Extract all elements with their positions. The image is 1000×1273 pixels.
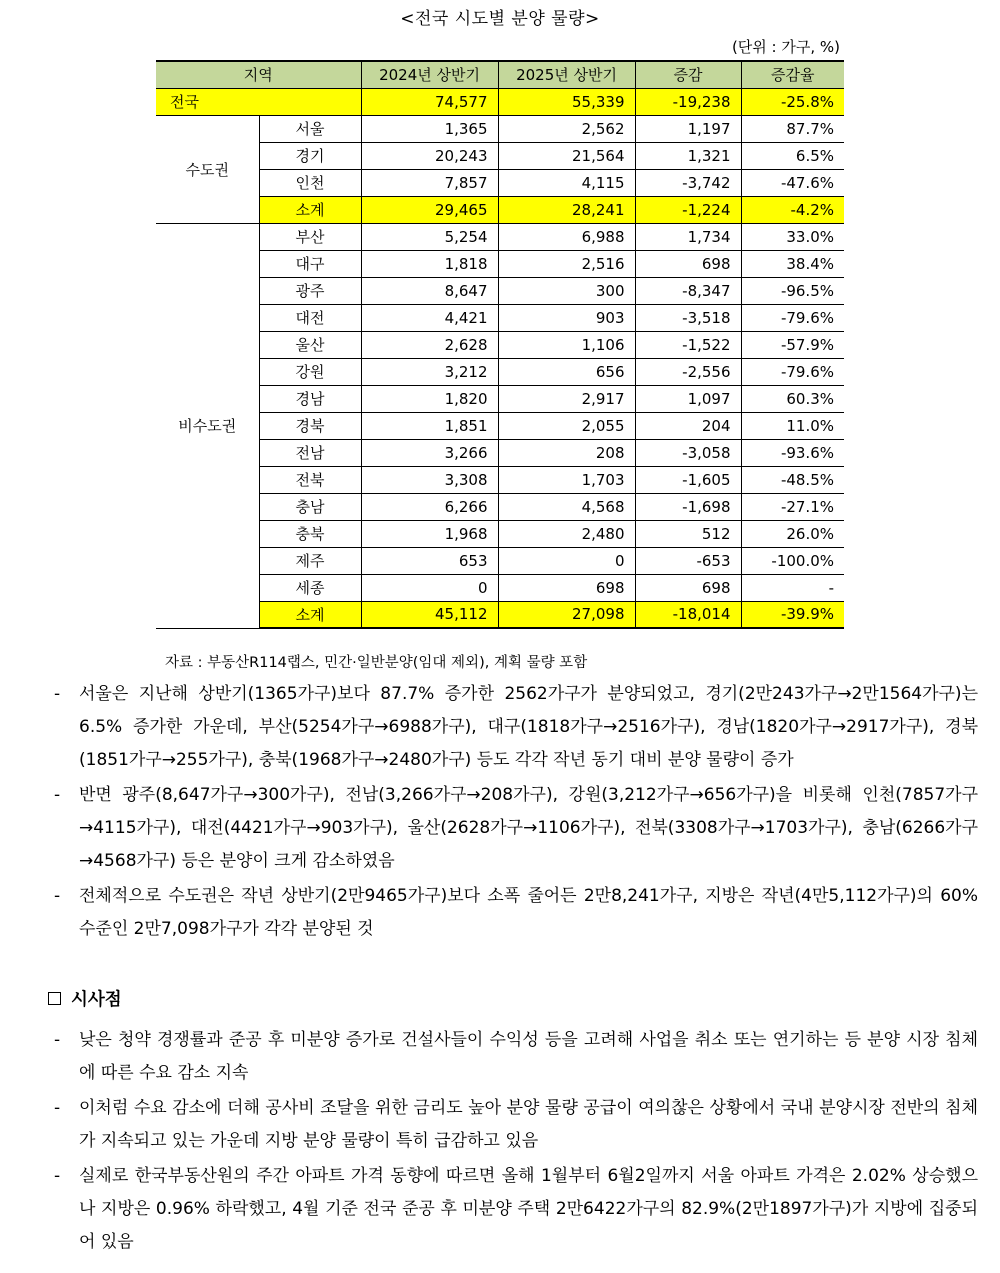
cell-2025: 1,106 bbox=[498, 331, 635, 358]
cell-2024: 3,212 bbox=[361, 358, 498, 385]
cell-2025: 300 bbox=[498, 277, 635, 304]
region-name: 경기 bbox=[259, 142, 361, 169]
cell-rate: -48.5% bbox=[741, 466, 844, 493]
cell-2024: 1,851 bbox=[361, 412, 498, 439]
table-row bbox=[156, 439, 844, 466]
cell-2025: 0 bbox=[498, 547, 635, 574]
list-item: - 반면 광주(8,647가구→300가구), 전남(3,266가구→208가구), 강원(3,212가구→656가구)을 비롯해 인천(7857가구→4115가구), 대전(4421가구→903가구), 울산(2628가구→1106가구), 전북(3308가구→1703가구), 충남(6266가구→4568가구) 등은 분양이 크게 감소하였음 bbox=[54, 785, 978, 871]
cell-rate: -4.2% bbox=[741, 196, 844, 223]
cell-2024: 3,308 bbox=[361, 466, 498, 493]
cell-change: -8,347 bbox=[635, 277, 741, 304]
cell-rate: -27.1% bbox=[741, 493, 844, 520]
table-row-national bbox=[156, 88, 844, 115]
cell-change: -18,014 bbox=[635, 601, 741, 628]
cell-change: -19,238 bbox=[635, 88, 741, 115]
cell-change: -3,742 bbox=[635, 169, 741, 196]
cell-rate: -93.6% bbox=[741, 439, 844, 466]
region-name: 제주 bbox=[259, 547, 361, 574]
table-row bbox=[156, 250, 844, 277]
cell-rate: - bbox=[741, 574, 844, 601]
cell-2024: 74,577 bbox=[361, 88, 498, 115]
heading-text: 시사점 bbox=[71, 990, 122, 1010]
table-row bbox=[156, 520, 844, 547]
region-name: 소계 bbox=[259, 196, 361, 223]
cell-change: 698 bbox=[635, 574, 741, 601]
source-note: 자료 : 부동산R114랩스, 민간·일반분양(임대 제외), 계획 물량 포함 bbox=[165, 655, 588, 671]
cell-2024: 8,647 bbox=[361, 277, 498, 304]
table-row bbox=[156, 385, 844, 412]
cell-2025: 2,917 bbox=[498, 385, 635, 412]
cell-2024: 1,820 bbox=[361, 385, 498, 412]
cell-change: -3,518 bbox=[635, 304, 741, 331]
bullet-text: 전체적으로 수도권은 작년 상반기(2만9465가구)보다 소폭 줄어든 2만8,241가구, 지방은 작년(4만5,112가구)의 60% 수준인 2만7,098가구가 각각 분양된 것 bbox=[79, 886, 978, 939]
cell-change: -1,522 bbox=[635, 331, 741, 358]
cell-change: 1,197 bbox=[635, 115, 741, 142]
cell-rate: 87.7% bbox=[741, 115, 844, 142]
cell-2024: 2,628 bbox=[361, 331, 498, 358]
header-2025: 2025년 상반기 bbox=[498, 61, 635, 88]
cell-2025: 27,098 bbox=[498, 601, 635, 628]
table-row bbox=[156, 358, 844, 385]
cell-rate: -57.9% bbox=[741, 331, 844, 358]
cell-change: -1,605 bbox=[635, 466, 741, 493]
cell-rate: -79.6% bbox=[741, 304, 844, 331]
list-item: - 전체적으로 수도권은 작년 상반기(2만9465가구)보다 소폭 줄어든 2만8,241가구, 지방은 작년(4만5,112가구)의 60% 수준인 2만7,098가구가 각각 분양된 것 bbox=[54, 886, 978, 939]
cell-2025: 2,562 bbox=[498, 115, 635, 142]
table-caption: <전국 시도별 분양 물량> bbox=[400, 9, 600, 29]
list-item: - 서울은 지난해 상반기(1365가구)보다 87.7% 증가한 2562가구가 분양되었고, 경기(2만243가구→2만1564가구)는 6.5% 증가한 가운데, 부산(5254가구→6988가구), 대구(1818가구→2516가구), 경남(1820가구→2917가구), 경북(1851가구→255가구), 충북(1968가구→2480가구) 등도 각각 작년 동기 대비 분양 물량이 증가 bbox=[54, 684, 978, 770]
cell-change: -3,058 bbox=[635, 439, 741, 466]
cell-rate: -25.8% bbox=[741, 88, 844, 115]
group-label: 비수도권 bbox=[156, 223, 259, 628]
cell-change: -653 bbox=[635, 547, 741, 574]
region-name: 광주 bbox=[259, 277, 361, 304]
table-row bbox=[156, 412, 844, 439]
region-name: 인천 bbox=[259, 169, 361, 196]
cell-2024: 29,465 bbox=[361, 196, 498, 223]
table-row-subtotal bbox=[156, 601, 844, 628]
cell-2024: 7,857 bbox=[361, 169, 498, 196]
cell-2024: 3,266 bbox=[361, 439, 498, 466]
cell-change: -1,698 bbox=[635, 493, 741, 520]
cell-2025: 208 bbox=[498, 439, 635, 466]
table-row bbox=[156, 574, 844, 601]
region-name: 강원 bbox=[259, 358, 361, 385]
cell-rate: 38.4% bbox=[741, 250, 844, 277]
cell-2025: 2,055 bbox=[498, 412, 635, 439]
cell-2024: 4,421 bbox=[361, 304, 498, 331]
region-name: 충북 bbox=[259, 520, 361, 547]
cell-rate: 26.0% bbox=[741, 520, 844, 547]
region-name: 충남 bbox=[259, 493, 361, 520]
region-name: 전남 bbox=[259, 439, 361, 466]
table-row bbox=[156, 169, 844, 196]
cell-2024: 1,818 bbox=[361, 250, 498, 277]
region-name: 경북 bbox=[259, 412, 361, 439]
checkbox-icon bbox=[48, 992, 61, 1005]
cell-change: -1,224 bbox=[635, 196, 741, 223]
table-row-subtotal bbox=[156, 196, 844, 223]
section-heading bbox=[48, 986, 122, 1011]
table-row bbox=[156, 142, 844, 169]
cell-change: 1,321 bbox=[635, 142, 741, 169]
cell-2025: 6,988 bbox=[498, 223, 635, 250]
cell-rate: 33.0% bbox=[741, 223, 844, 250]
list-item: - 실제로 한국부동산원의 주간 아파트 가격 동향에 따르면 올해 1월부터 6월2일까지 서울 아파트 가격은 2.02% 상승했으나 지방은 0.96% 하락했고, 4월 기준 전국 준공 후 미분양 주택 2만6422가구의 82.9%(2만1897가구)가 지방에 집중되어 있음 bbox=[54, 1166, 978, 1252]
cell-change: 204 bbox=[635, 412, 741, 439]
regional-supply-table bbox=[156, 60, 844, 629]
cell-2025: 1,703 bbox=[498, 466, 635, 493]
list-item: - 이처럼 수요 감소에 더해 공사비 조달을 위한 금리도 높아 분양 물량 공급이 여의찮은 상황에서 국내 분양시장 전반의 침체가 지속되고 있는 가운데 지방 분양 물량이 특히 급감하고 있음 bbox=[54, 1098, 978, 1151]
region-name: 경남 bbox=[259, 385, 361, 412]
header-region: 지역 bbox=[156, 61, 361, 88]
cell-rate: -79.6% bbox=[741, 358, 844, 385]
cell-2025: 2,480 bbox=[498, 520, 635, 547]
header-2024: 2024년 상반기 bbox=[361, 61, 498, 88]
unit-note: (단위 : 가구, %) bbox=[731, 38, 840, 56]
cell-rate: 60.3% bbox=[741, 385, 844, 412]
cell-rate: -39.9% bbox=[741, 601, 844, 628]
table-row bbox=[156, 115, 844, 142]
cell-2024: 1,968 bbox=[361, 520, 498, 547]
cell-2025: 903 bbox=[498, 304, 635, 331]
implication-bullets bbox=[48, 1024, 978, 1261]
cell-change: 698 bbox=[635, 250, 741, 277]
group-label: 수도권 bbox=[156, 115, 259, 223]
bullet-text: 이처럼 수요 감소에 더해 공사비 조달을 위한 금리도 높아 분양 물량 공급이 여의찮은 상황에서 국내 분양시장 전반의 침체가 지속되고 있는 가운데 지방 분양 물량이 특히 급감하고 있음 bbox=[79, 1098, 978, 1151]
cell-2025: 55,339 bbox=[498, 88, 635, 115]
bullet-text: 서울은 지난해 상반기(1365가구)보다 87.7% 증가한 2562가구가 분양되었고, 경기(2만243가구→2만1564가구)는 6.5% 증가한 가운데, 부산(5254가구→6988가구), 대구(1818가구→2516가구), 경남(1820가구→2917가구), 경북(1851가구→255가구), 충북(1968가구→2480가구) 등도 각각 작년 동기 대비 분양 물량이 증가 bbox=[79, 684, 978, 770]
table-row bbox=[156, 223, 844, 250]
cell-rate: -100.0% bbox=[741, 547, 844, 574]
table-row bbox=[156, 277, 844, 304]
list-item: - 낮은 청약 경쟁률과 준공 후 미분양 증가로 건설사들이 수익성 등을 고려해 사업을 취소 또는 연기하는 등 분양 시장 침체에 따른 수요 감소 지속 bbox=[54, 1030, 978, 1083]
header-rate: 증감율 bbox=[741, 61, 844, 88]
region-name: 전북 bbox=[259, 466, 361, 493]
table-row bbox=[156, 331, 844, 358]
region-name: 울산 bbox=[259, 331, 361, 358]
cell-2024: 1,365 bbox=[361, 115, 498, 142]
header-change: 증감 bbox=[635, 61, 741, 88]
region-name: 서울 bbox=[259, 115, 361, 142]
cell-2024: 6,266 bbox=[361, 493, 498, 520]
cell-2025: 656 bbox=[498, 358, 635, 385]
row-label: 전국 bbox=[156, 88, 361, 115]
cell-2024: 20,243 bbox=[361, 142, 498, 169]
cell-2025: 4,568 bbox=[498, 493, 635, 520]
region-name: 소계 bbox=[259, 601, 361, 628]
cell-2025: 2,516 bbox=[498, 250, 635, 277]
cell-2024: 653 bbox=[361, 547, 498, 574]
cell-rate: -47.6% bbox=[741, 169, 844, 196]
cell-change: 512 bbox=[635, 520, 741, 547]
cell-2025: 21,564 bbox=[498, 142, 635, 169]
region-name: 세종 bbox=[259, 574, 361, 601]
cell-rate: -96.5% bbox=[741, 277, 844, 304]
cell-2025: 4,115 bbox=[498, 169, 635, 196]
cell-rate: 11.0% bbox=[741, 412, 844, 439]
region-name: 대전 bbox=[259, 304, 361, 331]
cell-2024: 5,254 bbox=[361, 223, 498, 250]
cell-change: -2,556 bbox=[635, 358, 741, 385]
cell-rate: 6.5% bbox=[741, 142, 844, 169]
table-header-row bbox=[156, 61, 844, 88]
table-row bbox=[156, 304, 844, 331]
cell-2025: 698 bbox=[498, 574, 635, 601]
bullet-text: 실제로 한국부동산원의 주간 아파트 가격 동향에 따르면 올해 1월부터 6월2일까지 서울 아파트 가격은 2.02% 상승했으나 지방은 0.96% 하락했고, 4월 기준 전국 준공 후 미분양 주택 2만6422가구의 82.9%(2만1897가구)가 지방에 집중되어 있음 bbox=[79, 1166, 978, 1252]
bullet-text: 반면 광주(8,647가구→300가구), 전남(3,266가구→208가구), 강원(3,212가구→656가구)을 비롯해 인천(7857가구→4115가구), 대전(4421가구→903가구), 울산(2628가구→1106가구), 전북(3308가구→1703가구), 충남(6266가구→4568가구) 등은 분양이 크게 감소하였음 bbox=[79, 785, 978, 871]
cell-change: 1,097 bbox=[635, 385, 741, 412]
table-row bbox=[156, 493, 844, 520]
cell-2024: 45,112 bbox=[361, 601, 498, 628]
cell-2024: 0 bbox=[361, 574, 498, 601]
region-name: 대구 bbox=[259, 250, 361, 277]
table-row bbox=[156, 466, 844, 493]
cell-2025: 28,241 bbox=[498, 196, 635, 223]
bullet-text: 낮은 청약 경쟁률과 준공 후 미분양 증가로 건설사들이 수익성 등을 고려해 사업을 취소 또는 연기하는 등 분양 시장 침체에 따른 수요 감소 지속 bbox=[79, 1030, 978, 1083]
cell-change: 1,734 bbox=[635, 223, 741, 250]
summary-bullets bbox=[48, 678, 978, 948]
region-name: 부산 bbox=[259, 223, 361, 250]
table-row bbox=[156, 547, 844, 574]
